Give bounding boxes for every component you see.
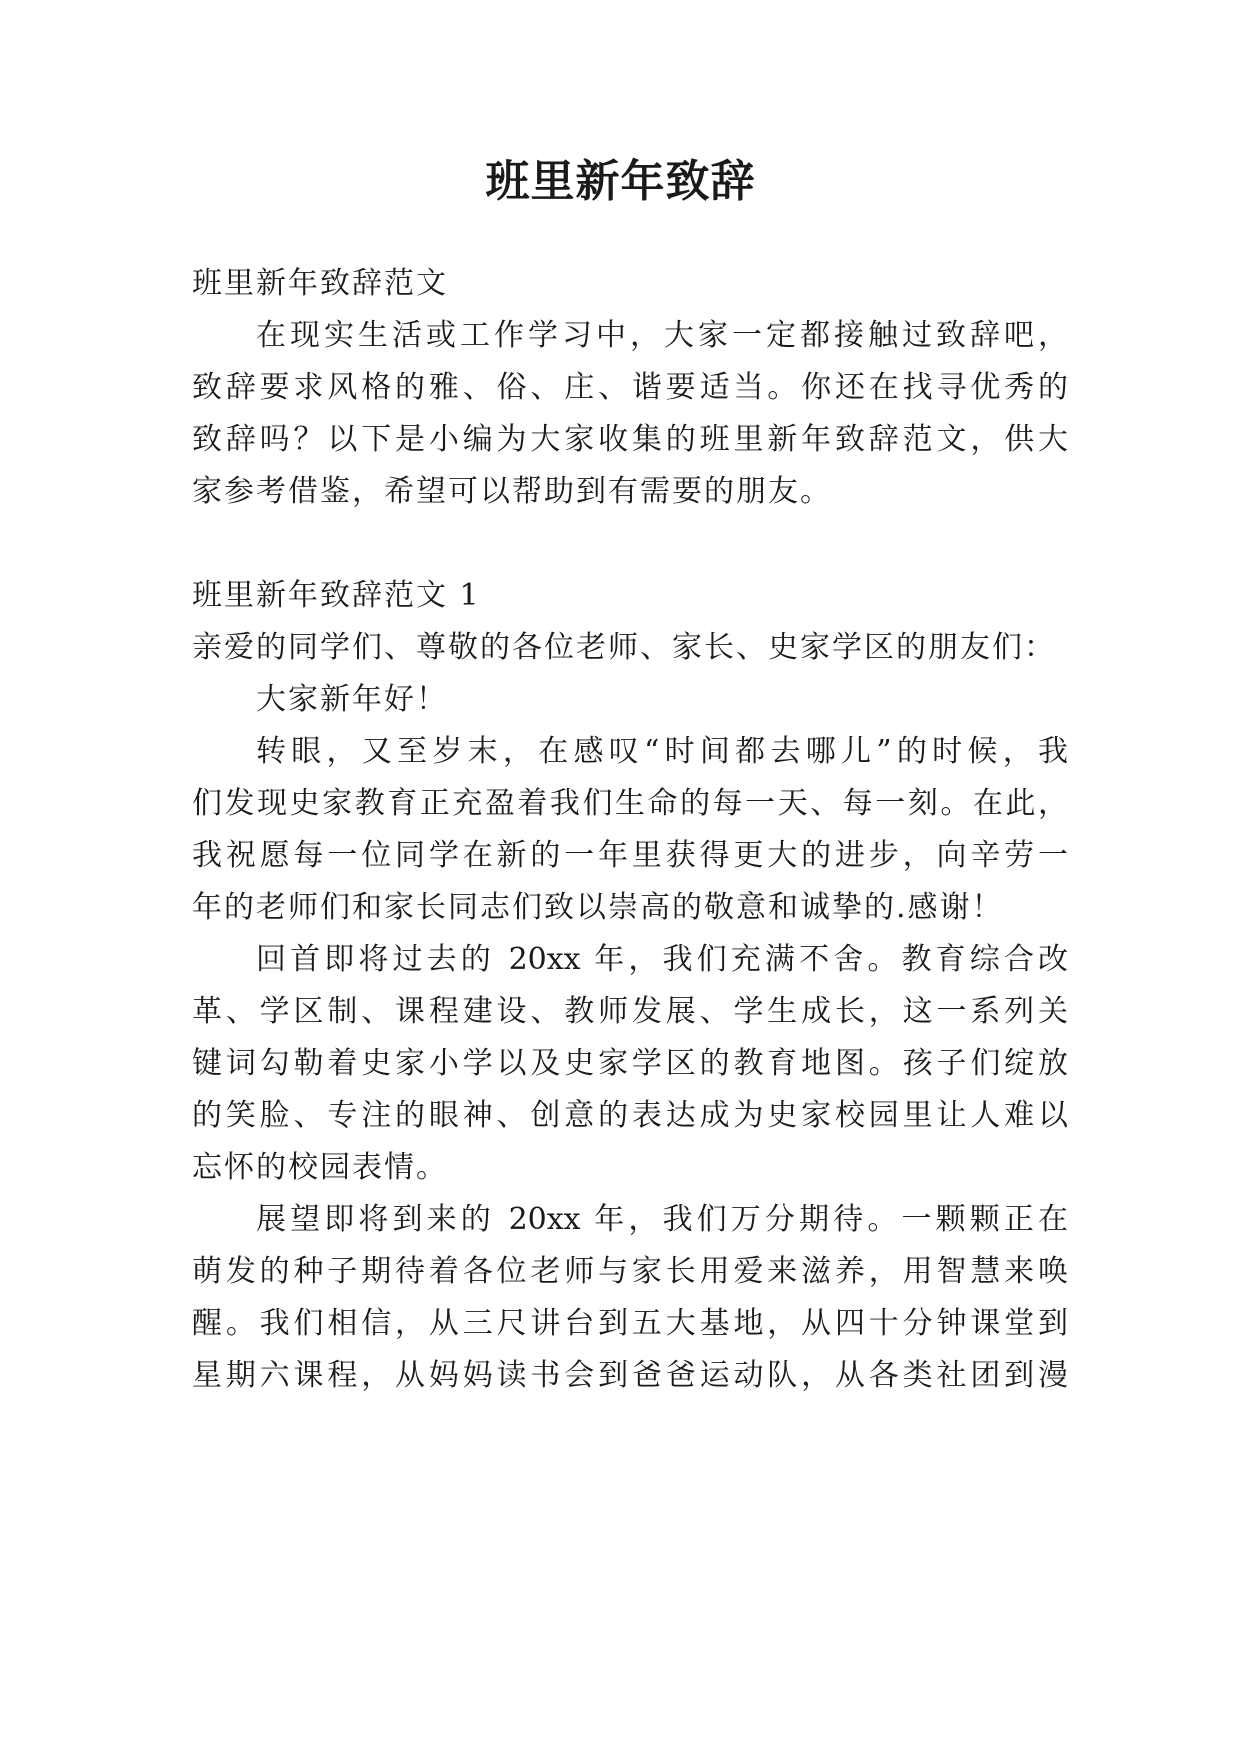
intro-line-3: 致辞吗？以下是小编为大家收集的班里新年致辞范文，供大 [192, 422, 1068, 457]
subtitle: 班里新年致辞范文 [192, 266, 448, 301]
para1-line-2: 们发现史家教育正充盈着我们生命的每一天、每一刻。在此， [192, 786, 1068, 821]
para3-line-1: 展望即将到来的 20xx 年，我们万分期待。一颗颗正在 [256, 1202, 1068, 1237]
para2-line-5: 忘怀的校园表情。 [192, 1150, 448, 1185]
document-title: 班里新年致辞 [485, 156, 756, 207]
para3-line-4: 星期六课程，从妈妈读书会到爸爸运动队，从各类社团到漫 [192, 1358, 1068, 1393]
intro-line-1: 在现实生活或工作学习中，大家一定都接触过致辞吧， [256, 318, 1068, 353]
intro-line-2: 致辞要求风格的雅、俗、庄、谐要适当。你还在找寻优秀的 [192, 370, 1068, 405]
para2-line-1: 回首即将过去的 20xx 年，我们充满不舍。教育综合改 [256, 942, 1068, 977]
para3-line-3: 醒。我们相信，从三尺讲台到五大基地，从四十分钟课堂到 [192, 1306, 1068, 1341]
para3-line-2: 萌发的种子期待着各位老师与家长用爱来滋养，用智慧来唤 [192, 1254, 1068, 1289]
section-heading: 班里新年致辞范文 1 [192, 578, 481, 613]
para2-line-2: 革、学区制、课程建设、教师发展、学生成长，这一系列关 [192, 994, 1068, 1029]
intro-line-4: 家参考借鉴，希望可以帮助到有需要的朋友。 [192, 474, 832, 509]
para1-line-3: 我祝愿每一位同学在新的一年里获得更大的进步，向辛劳一 [192, 838, 1068, 873]
para2-line-4: 的笑脸、专注的眼神、创意的表达成为史家校园里让人难以 [192, 1098, 1068, 1133]
para1-line-4: 年的老师们和家长同志们致以崇高的敬意和诚挚的.感谢！ [192, 890, 1004, 925]
salutation: 亲爱的同学们、尊敬的各位老师、家长、史家学区的朋友们： [192, 630, 1056, 665]
para1-line-1: 转眼，又至岁末，在感叹“时间都去哪儿”的时候，我 [256, 734, 1068, 769]
greeting: 大家新年好！ [256, 682, 448, 717]
para2-line-3: 键词勾勒着史家小学以及史家学区的教育地图。孩子们绽放 [192, 1046, 1068, 1081]
